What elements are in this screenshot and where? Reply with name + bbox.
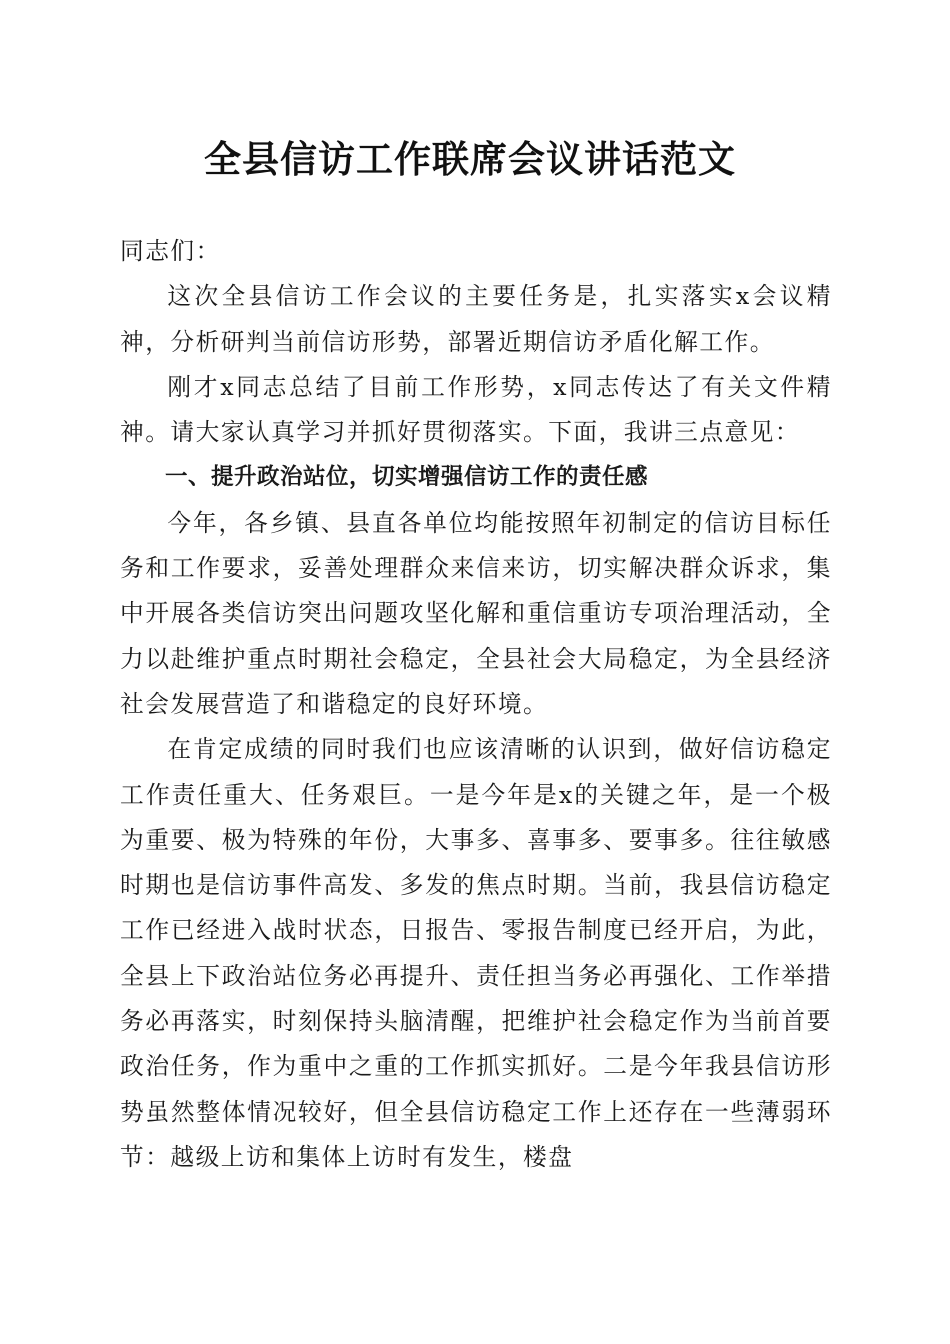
document-title: 全县信访工作联席会议讲话范文 [204, 137, 736, 181]
salutation: 同志们： [120, 237, 221, 265]
paragraph: 这次全县信访工作会议的主要任务是，扎实落实x会议精神，分析研判当前信访形势，部署近期信访矛盾化解工作。 [120, 282, 832, 356]
document-body [120, 229, 832, 1180]
paragraph: 在肯定成绩的同时我们也应该清晰的认识到，做好信访稳定工作责任重大、任务艰巨。一是今年是x的关键之年，是一个极为重要、极为特殊的年份，大事多、喜事多、要事多。往往敏感时期也是信访事件高发、多发的焦点时期。当前，我县信访稳定工作已经进入战时状态，日报告、零报告制度已经开启，为此，全县上下政治站位务必再提升、责任担当务必再强化、工作举措务必再落实，时刻保持头脑清醒，把维护社会稳定作为当前首要政治任务，作为重中之重的工作抓实抓好。二是今年我县信访形势虽然整体情况较好，但全县信访稳定工作上还存在一些薄弱环节：越级上访和集体上访时有发生，楼盘 [120, 735, 832, 1171]
paragraph: 刚才x同志总结了目前工作形势，x同志传达了有关文件精神。请大家认真学习并抓好贯彻落实。下面，我讲三点意见： [120, 372, 832, 447]
section-heading: 一、提升政治站位，切实增强信访工作的责任感 [165, 464, 649, 491]
paragraph: 今年，各乡镇、县直各单位均能按照年初制定的信访目标任务和工作要求，妥善处理群众来信来访，切实解决群众诉求，集中开展各类信访突出问题攻坚化解和重信重访专项治理活动，全力以赴维护重点时期社会稳定，全县社会大局稳定，为全县经济社会发展营造了和谐稳定的良好环境。 [120, 508, 832, 718]
